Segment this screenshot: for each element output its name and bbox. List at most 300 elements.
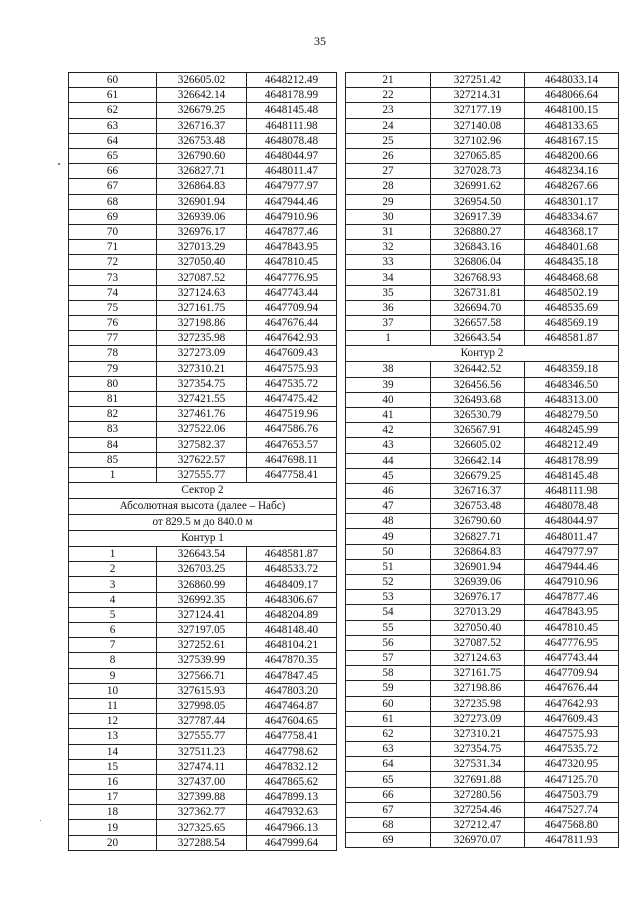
point-number-cell: 64 [69,133,157,148]
y-coordinate-cell: 4648111.98 [525,483,619,498]
coordinate-row [346,179,619,194]
point-number-cell: 80 [69,376,157,391]
y-coordinate-cell: 4648535.69 [525,300,619,315]
point-number-cell: 62 [346,726,431,741]
x-coordinate-cell: 327998.05 [157,698,247,713]
y-coordinate-cell: 4648359.18 [525,362,619,377]
x-coordinate-cell: 327354.75 [431,742,525,757]
sector-heading [69,483,337,547]
coordinate-row [69,759,337,774]
coordinate-row [346,255,619,270]
coordinate-row [346,483,619,498]
point-number-cell: 51 [346,559,431,574]
point-number-cell: 23 [346,103,431,118]
point-number-cell: 9 [69,668,157,683]
point-number-cell: 43 [346,438,431,453]
point-number-cell: 15 [69,759,157,774]
point-number-cell: 72 [69,255,157,270]
point-number-cell: 6 [69,623,157,638]
point-number-cell: 65 [346,772,431,787]
y-coordinate-cell: 4647676.44 [525,681,619,696]
coordinate-row [69,148,337,163]
x-coordinate-cell: 326753.48 [157,133,247,148]
coordinate-row [69,361,337,376]
point-number-cell: 82 [69,407,157,422]
y-coordinate-cell: 4647776.95 [525,635,619,650]
y-coordinate-cell: 4648078.48 [247,133,337,148]
coordinate-row [69,820,337,835]
coordinate-row [69,467,337,482]
point-number-cell: 22 [346,88,431,103]
coordinate-row [69,835,337,850]
coordinate-row [69,547,337,562]
coordinate-row [346,529,619,544]
point-number-cell: 62 [69,103,157,118]
point-number-cell: 48 [346,514,431,529]
x-coordinate-cell: 327280.56 [431,787,525,802]
y-coordinate-cell: 4647966.13 [247,820,337,835]
y-coordinate-cell: 4647810.45 [247,255,337,270]
point-number-cell: 33 [346,255,431,270]
x-coordinate-cell: 326864.83 [431,544,525,559]
coordinate-row [69,653,337,668]
coordinate-row [346,300,619,315]
point-number-cell: 39 [346,377,431,392]
coordinate-row [346,818,619,833]
y-coordinate-cell: 4647932.63 [247,805,337,820]
y-coordinate-cell: 4647758.41 [247,729,337,744]
point-number-cell: 18 [69,805,157,820]
y-coordinate-cell: 4647527.74 [525,802,619,817]
point-number-cell: 46 [346,483,431,498]
point-number-cell: 84 [69,437,157,452]
sector-title: Сектор 2 [69,483,337,499]
coordinate-row [346,620,619,635]
coordinate-row [346,164,619,179]
coordinate-row [69,164,337,179]
coordinate-row [69,607,337,622]
point-number-cell: 31 [346,224,431,239]
y-coordinate-cell: 4648502.19 [525,285,619,300]
contour-1-label: Контур 1 [69,531,337,547]
coordinate-row [69,391,337,406]
point-number-cell: 38 [346,362,431,377]
x-coordinate-cell: 327615.93 [157,683,247,698]
x-coordinate-cell: 327251.42 [431,73,525,88]
y-coordinate-cell: 4647535.72 [525,742,619,757]
x-coordinate-cell: 326768.93 [431,270,525,285]
scan-speck [58,163,60,165]
coordinate-row [346,194,619,209]
coordinate-row [346,605,619,620]
coordinate-row [69,729,337,744]
y-coordinate-cell: 4647776.95 [247,270,337,285]
x-coordinate-cell: 327161.75 [431,666,525,681]
y-coordinate-cell: 4647320.95 [525,757,619,772]
coordinate-row [346,650,619,665]
y-coordinate-cell: 4648581.87 [247,547,337,562]
y-coordinate-cell: 4648011.47 [247,164,337,179]
y-coordinate-cell: 4648468.68 [525,270,619,285]
y-coordinate-cell: 4647798.62 [247,744,337,759]
coordinate-row [346,377,619,392]
x-coordinate-cell: 326694.70 [431,300,525,315]
coordinate-row [346,635,619,650]
y-coordinate-cell: 4648178.99 [525,453,619,468]
coordinate-row [69,668,337,683]
x-coordinate-cell: 326864.83 [157,179,247,194]
x-coordinate-cell: 327511.23 [157,744,247,759]
point-number-cell: 63 [346,742,431,757]
x-coordinate-cell: 327273.09 [431,711,525,726]
point-number-cell: 69 [346,833,431,848]
coordinate-row [346,285,619,300]
x-coordinate-cell: 326827.71 [157,164,247,179]
x-coordinate-cell: 326657.58 [431,316,525,331]
x-coordinate-cell: 327212.47 [431,818,525,833]
y-coordinate-cell: 4647575.93 [525,726,619,741]
contour-2-label: Контур 2 [346,346,619,362]
y-coordinate-cell: 4647910.96 [525,575,619,590]
x-coordinate-cell: 327013.29 [157,240,247,255]
right-rows-bottom [346,362,619,848]
x-coordinate-cell: 326970.07 [431,833,525,848]
y-coordinate-cell: 4647743.44 [525,650,619,665]
coordinate-row [346,559,619,574]
coordinate-row [69,577,337,592]
coordinate-row [346,757,619,772]
point-number-cell: 26 [346,148,431,163]
coordinate-row [69,623,337,638]
point-number-cell: 57 [346,650,431,665]
x-coordinate-cell: 327235.98 [431,696,525,711]
coordinate-row [346,742,619,757]
coordinate-row [346,362,619,377]
coordinate-row [69,376,337,391]
x-coordinate-cell: 326567.91 [431,423,525,438]
x-coordinate-cell: 327254.46 [431,802,525,817]
point-number-cell: 85 [69,452,157,467]
y-coordinate-cell: 4648078.48 [525,499,619,514]
y-coordinate-cell: 4648212.49 [247,73,337,88]
x-coordinate-cell: 327691.88 [431,772,525,787]
point-number-cell: 4 [69,592,157,607]
point-number-cell: 60 [69,73,157,88]
y-coordinate-cell: 4648245.99 [525,423,619,438]
left-rows-top [69,73,337,483]
point-number-cell: 25 [346,133,431,148]
x-coordinate-cell: 326790.60 [157,148,247,163]
y-coordinate-cell: 4648145.48 [247,103,337,118]
coordinate-row [69,209,337,224]
y-coordinate-cell: 4647870.35 [247,653,337,668]
x-coordinate-cell: 327198.86 [431,681,525,696]
point-number-cell: 63 [69,118,157,133]
point-number-cell: 17 [69,790,157,805]
point-number-cell: 49 [346,529,431,544]
point-number-cell: 67 [346,802,431,817]
point-number-cell: 5 [69,607,157,622]
y-coordinate-cell: 4647519.96 [247,407,337,422]
coordinate-row [69,714,337,729]
coordinate-row [346,118,619,133]
x-coordinate-cell: 326731.81 [431,285,525,300]
point-number-cell: 54 [346,605,431,620]
y-coordinate-cell: 4647843.95 [247,240,337,255]
y-coordinate-cell: 4647609.43 [247,346,337,361]
y-coordinate-cell: 4648033.14 [525,73,619,88]
y-coordinate-cell: 4648234.16 [525,164,619,179]
coordinate-row [69,422,337,437]
coordinate-row [69,407,337,422]
x-coordinate-cell: 326880.27 [431,224,525,239]
x-coordinate-cell: 327124.41 [157,607,247,622]
point-number-cell: 27 [346,164,431,179]
coordinate-row [346,73,619,88]
point-number-cell: 36 [346,300,431,315]
y-coordinate-cell: 4647568.80 [525,818,619,833]
coordinate-row [69,683,337,698]
point-number-cell: 60 [346,696,431,711]
coordinate-row [346,726,619,741]
coordinate-row [346,438,619,453]
y-coordinate-cell: 4647609.43 [525,711,619,726]
coordinate-row [69,346,337,361]
point-number-cell: 73 [69,270,157,285]
point-number-cell: 64 [346,757,431,772]
point-number-cell: 42 [346,423,431,438]
coordinate-row [69,224,337,239]
y-coordinate-cell: 4648267.66 [525,179,619,194]
y-coordinate-cell: 4647758.41 [247,467,337,482]
x-coordinate-cell: 326991.62 [431,179,525,194]
coordinate-row [69,452,337,467]
point-number-cell: 53 [346,590,431,605]
coordinate-row [346,544,619,559]
x-coordinate-cell: 327028.73 [431,164,525,179]
coordinate-row [69,790,337,805]
coordinate-row [346,453,619,468]
y-coordinate-cell: 4648533.72 [247,562,337,577]
coordinate-row [346,514,619,529]
y-coordinate-cell: 4647944.46 [525,559,619,574]
x-coordinate-cell: 327325.65 [157,820,247,835]
coordinate-row [346,240,619,255]
point-number-cell: 61 [346,711,431,726]
point-number-cell: 50 [346,544,431,559]
point-number-cell: 74 [69,285,157,300]
point-number-cell: 10 [69,683,157,698]
point-number-cell: 28 [346,179,431,194]
point-number-cell: 3 [69,577,157,592]
left-rows-bottom [69,547,337,851]
x-coordinate-cell: 327273.09 [157,346,247,361]
coordinates-table-right [345,72,619,848]
y-coordinate-cell: 4648204.89 [247,607,337,622]
point-number-cell: 58 [346,666,431,681]
x-coordinate-cell: 327461.76 [157,407,247,422]
coordinate-row [346,499,619,514]
x-coordinate-cell: 326530.79 [431,407,525,422]
coordinate-row [346,833,619,848]
point-number-cell: 71 [69,240,157,255]
coordinate-row [346,696,619,711]
y-coordinate-cell: 4647653.57 [247,437,337,452]
x-coordinate-cell: 327102.96 [431,133,525,148]
y-coordinate-cell: 4647832.12 [247,759,337,774]
sector-description: Абсолютная высота (далее – Набс) [69,499,337,515]
point-number-cell: 14 [69,744,157,759]
y-coordinate-cell: 4647811.93 [525,833,619,848]
point-number-cell: 11 [69,698,157,713]
x-coordinate-cell: 327214.31 [431,88,525,103]
coordinate-row [346,316,619,331]
point-number-cell: 7 [69,638,157,653]
coordinate-row [69,103,337,118]
y-coordinate-cell: 4647977.97 [247,179,337,194]
coordinate-row [69,331,337,346]
coordinate-row [346,88,619,103]
y-coordinate-cell: 4647977.97 [525,544,619,559]
point-number-cell: 1 [346,331,431,346]
x-coordinate-cell: 327582.37 [157,437,247,452]
point-number-cell: 68 [346,818,431,833]
coordinate-row [69,744,337,759]
x-coordinate-cell: 326843.16 [431,240,525,255]
coordinate-row [69,437,337,452]
coordinate-row [346,468,619,483]
coordinate-row [346,666,619,681]
point-number-cell: 59 [346,681,431,696]
sector-altitude-range: от 829.5 м до 840.0 м [69,515,337,531]
y-coordinate-cell: 4648212.49 [525,438,619,453]
y-coordinate-cell: 4647535.72 [247,376,337,391]
y-coordinate-cell: 4647910.96 [247,209,337,224]
point-number-cell: 37 [346,316,431,331]
y-coordinate-cell: 4648044.97 [525,514,619,529]
y-coordinate-cell: 4647642.93 [525,696,619,711]
point-number-cell: 56 [346,635,431,650]
x-coordinate-cell: 326806.04 [431,255,525,270]
y-coordinate-cell: 4648301.17 [525,194,619,209]
x-coordinate-cell: 327555.77 [157,729,247,744]
y-coordinate-cell: 4648334.67 [525,209,619,224]
coordinate-row [69,638,337,653]
scan-speck [40,820,41,821]
y-coordinate-cell: 4648066.64 [525,88,619,103]
coordinate-row [69,562,337,577]
coordinate-row [346,133,619,148]
point-number-cell: 24 [346,118,431,133]
point-number-cell: 47 [346,499,431,514]
point-number-cell: 55 [346,620,431,635]
point-number-cell: 40 [346,392,431,407]
coordinate-row [346,772,619,787]
y-coordinate-cell: 4648133.65 [525,118,619,133]
point-number-cell: 52 [346,575,431,590]
y-coordinate-cell: 4648178.99 [247,88,337,103]
x-coordinate-cell: 327362.77 [157,805,247,820]
coordinate-row [69,73,337,88]
x-coordinate-cell: 327252.61 [157,638,247,653]
coordinates-table-left [68,72,337,851]
y-coordinate-cell: 4648167.15 [525,133,619,148]
y-coordinate-cell: 4647575.93 [247,361,337,376]
point-number-cell: 68 [69,194,157,209]
y-coordinate-cell: 4647464.87 [247,698,337,713]
y-coordinate-cell: 4648401.68 [525,240,619,255]
x-coordinate-cell: 327235.98 [157,331,247,346]
x-coordinate-cell: 326716.37 [431,483,525,498]
coordinate-row [346,209,619,224]
point-number-cell: 67 [69,179,157,194]
coordinate-row [346,331,619,346]
point-number-cell: 44 [346,453,431,468]
x-coordinate-cell: 326976.17 [157,224,247,239]
x-coordinate-cell: 327474.11 [157,759,247,774]
coordinate-row [346,575,619,590]
coordinate-row [69,194,337,209]
x-coordinate-cell: 326643.54 [157,547,247,562]
coordinate-row [69,774,337,789]
x-coordinate-cell: 326642.14 [431,453,525,468]
point-number-cell: 13 [69,729,157,744]
x-coordinate-cell: 327555.77 [157,467,247,482]
x-coordinate-cell: 327522.06 [157,422,247,437]
x-coordinate-cell: 326605.02 [157,73,247,88]
x-coordinate-cell: 326917.39 [431,209,525,224]
y-coordinate-cell: 4648306.67 [247,592,337,607]
point-number-cell: 1 [69,547,157,562]
y-coordinate-cell: 4647847.45 [247,668,337,683]
coordinate-row [69,698,337,713]
y-coordinate-cell: 4648409.17 [247,577,337,592]
y-coordinate-cell: 4647503.79 [525,787,619,802]
x-coordinate-cell: 326679.25 [431,468,525,483]
y-coordinate-cell: 4647877.46 [247,224,337,239]
x-coordinate-cell: 327050.40 [157,255,247,270]
x-coordinate-cell: 326642.14 [157,88,247,103]
point-number-cell: 66 [69,164,157,179]
x-coordinate-cell: 326753.48 [431,499,525,514]
x-coordinate-cell: 326456.56 [431,377,525,392]
point-number-cell: 79 [69,361,157,376]
y-coordinate-cell: 4648569.19 [525,316,619,331]
coordinate-row [69,316,337,331]
x-coordinate-cell: 327198.86 [157,316,247,331]
x-coordinate-cell: 326939.06 [431,575,525,590]
x-coordinate-cell: 326716.37 [157,118,247,133]
point-number-cell: 19 [69,820,157,835]
x-coordinate-cell: 327539.99 [157,653,247,668]
x-coordinate-cell: 327421.55 [157,391,247,406]
point-number-cell: 75 [69,300,157,315]
coordinate-row [346,787,619,802]
y-coordinate-cell: 4647944.46 [247,194,337,209]
x-coordinate-cell: 327310.21 [431,726,525,741]
x-coordinate-cell: 327124.63 [431,650,525,665]
y-coordinate-cell: 4647743.44 [247,285,337,300]
x-coordinate-cell: 326790.60 [431,514,525,529]
point-number-cell: 8 [69,653,157,668]
x-coordinate-cell: 326703.25 [157,562,247,577]
point-number-cell: 76 [69,316,157,331]
coordinate-row [346,224,619,239]
point-number-cell: 35 [346,285,431,300]
point-number-cell: 30 [346,209,431,224]
x-coordinate-cell: 327310.21 [157,361,247,376]
coordinate-row [346,590,619,605]
